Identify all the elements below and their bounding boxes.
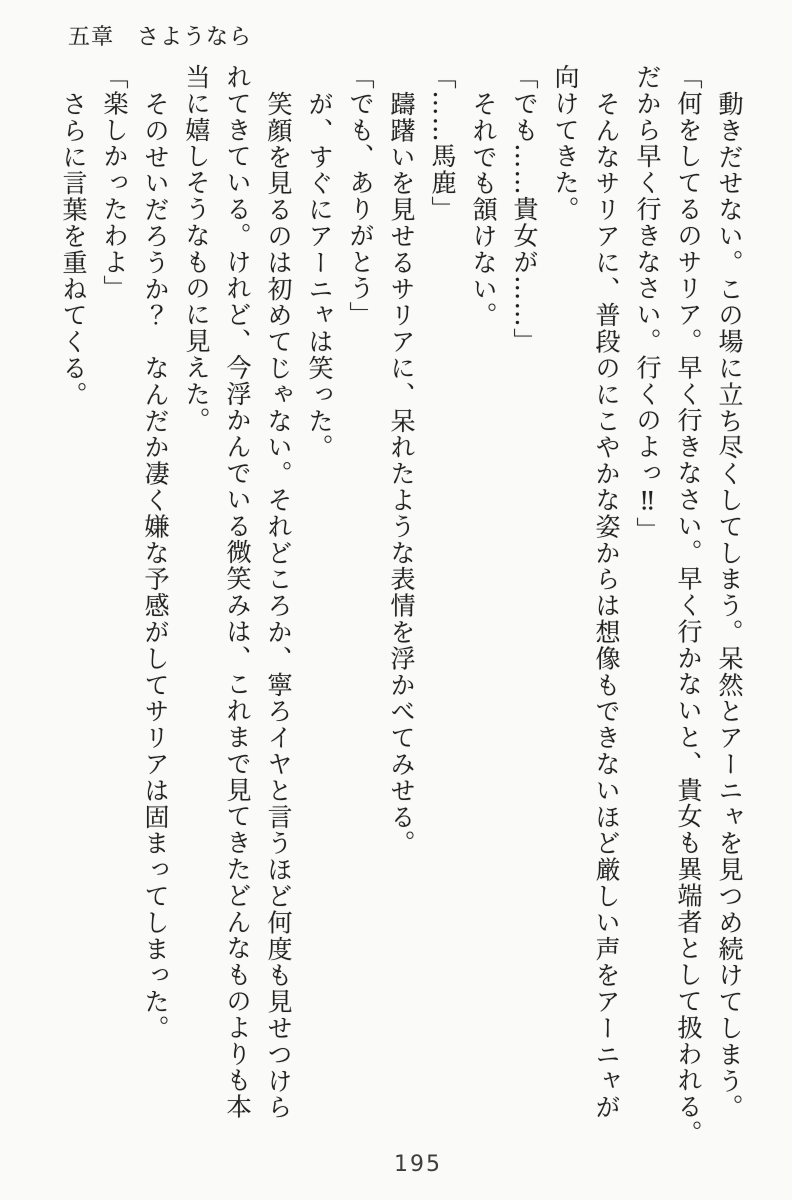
text-line: さらに言葉を重ねてくる。: [59, 90, 88, 408]
chapter-header: 五章 さようなら: [68, 25, 253, 50]
text-line: 「でも、ありがとう」: [346, 64, 375, 328]
text-line: 当に嬉しそうなものに見えた。: [182, 64, 211, 434]
text-line: 動きだせない。この場に立ち尽くしてしまう。呆然とアーニャを見つめ続けてしまう。: [715, 90, 744, 1121]
text-line: 向けてきた。: [551, 64, 580, 223]
text-line: れてきている。けれど、今浮かんでいる微笑みは、これまで見てきたどんなものよりも本: [223, 64, 252, 1120]
text-line: 「何をしてるのサリア。早く行きなさい。早く行かないと、貴女も異端者として扱われる。: [674, 64, 703, 1147]
text-body: [53, 64, 750, 1147]
text-line: そんなサリアに、普段のにこやかな姿からは想像もできないほど厳しい声をアーニャが: [592, 90, 621, 1121]
text-line: 笑顔を見るのは初めてじゃない。それどころか、寧ろイヤと言うほど何度も見せつけら: [264, 90, 293, 1121]
text-line: 「楽しかったわよ」: [100, 64, 129, 302]
text-line: 躊躇いを見せるサリアに、呆れたような表情を浮かべてみせる。: [387, 90, 416, 857]
text-line: 「……馬鹿」: [428, 64, 457, 223]
text-line: それでも頷けない。: [469, 90, 498, 329]
text-line: だから早く行きなさい。行くのよっ‼」: [633, 64, 662, 544]
text-line: 「でも……貴女が……」: [510, 64, 539, 355]
text-line: が、すぐにアーニャは笑った。: [305, 90, 334, 461]
text-line: そのせいだろうか？ なんだか凄く嫌な予感がしてサリアは固まってしまった。: [141, 90, 170, 1041]
page-number: 195: [394, 1152, 442, 1177]
